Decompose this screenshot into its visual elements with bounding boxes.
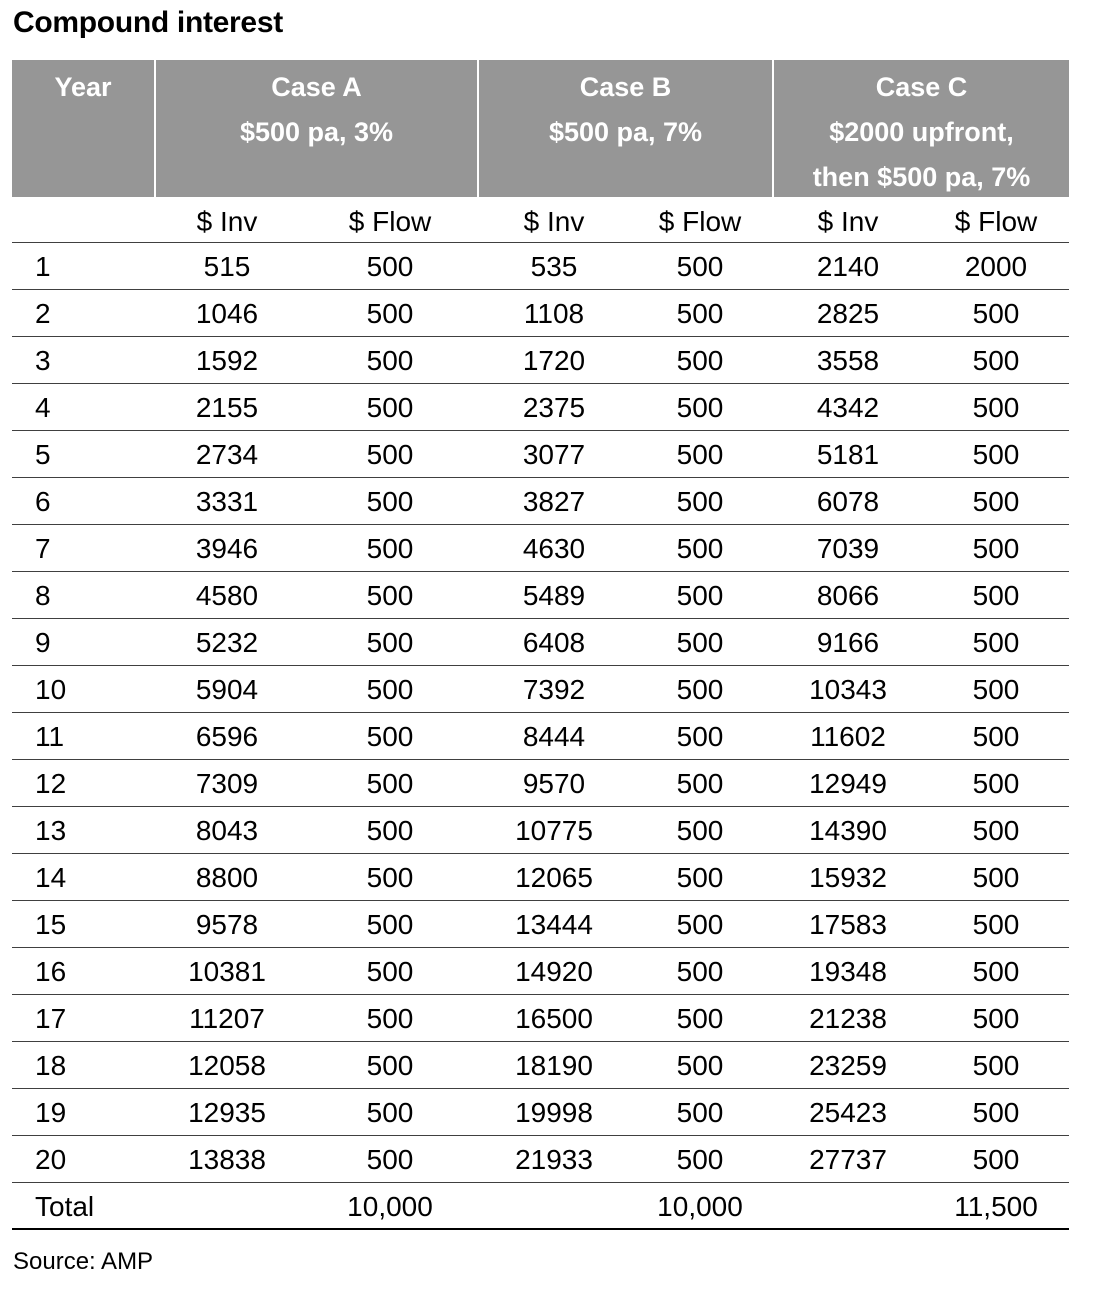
table-cell: 500: [676, 251, 724, 282]
table-row: [12, 478, 1069, 525]
table-cell: 18: [35, 1050, 67, 1081]
table-cell: 500: [366, 533, 414, 564]
table-cell: 500: [972, 1097, 1020, 1128]
table-cell: 6596: [195, 721, 259, 752]
table-cell: 5181: [816, 439, 880, 470]
table-cell: 21933: [515, 1144, 593, 1175]
table-cell: 500: [972, 768, 1020, 799]
table-cell: 500: [972, 580, 1020, 611]
table-cell: 500: [366, 298, 414, 329]
subheader-row: [12, 197, 1069, 243]
table-cell: 12935: [188, 1097, 266, 1128]
table-cell: 12949: [809, 768, 887, 799]
column-subheader: $ Flow: [348, 206, 432, 237]
table-cell: 14: [35, 862, 67, 893]
table-cell: 500: [676, 1144, 724, 1175]
table-cell: 21238: [809, 1003, 887, 1034]
table-cell: 500: [972, 392, 1020, 423]
table-cell: 500: [366, 580, 414, 611]
table-cell: 500: [676, 486, 724, 517]
table-cell: 12: [35, 768, 67, 799]
table-cell: 27737: [809, 1144, 887, 1175]
table-cell: 500: [676, 1097, 724, 1128]
table-row: [12, 807, 1069, 854]
table-cell: 1108: [523, 298, 585, 329]
table-cell: 3077: [522, 439, 586, 470]
table-header: [12, 60, 1069, 197]
table-cell: 500: [366, 392, 414, 423]
table-cell: 500: [972, 345, 1020, 376]
table-cell: 500: [366, 439, 414, 470]
table-cell: 10775: [515, 815, 593, 846]
table-row: [12, 1089, 1069, 1136]
table-row: [12, 666, 1069, 713]
table-cell: 17583: [809, 909, 887, 940]
table-cell: 500: [972, 298, 1020, 329]
table-cell: 1046: [195, 298, 259, 329]
table-cell: 10,000: [347, 1191, 433, 1222]
table-cell: 500: [676, 862, 724, 893]
table-row: [12, 854, 1069, 901]
table-cell: 13444: [515, 909, 593, 940]
table-cell: 25423: [809, 1097, 887, 1128]
table-row: [12, 619, 1069, 666]
column-subheader: $ Inv: [523, 206, 585, 237]
table-cell: 3331: [195, 486, 259, 517]
table-row: [12, 525, 1069, 572]
table-cell: 13: [35, 815, 67, 846]
table-cell: 10343: [809, 674, 887, 705]
table-cell: 6408: [522, 627, 586, 658]
table-cell: 2155: [195, 392, 259, 423]
table-cell: 4630: [522, 533, 586, 564]
source-note: Source: AMP: [13, 1248, 154, 1275]
table-cell: 500: [676, 768, 724, 799]
table-row: [12, 901, 1069, 948]
table-cell: 7039: [816, 533, 880, 564]
table-cell: 14920: [515, 956, 593, 987]
table-cell: 500: [972, 533, 1020, 564]
table-row: [12, 948, 1069, 995]
table-cell: 16500: [515, 1003, 593, 1034]
table-cell: 8: [35, 580, 51, 611]
table-cell: 500: [972, 909, 1020, 940]
table-cell: 3558: [816, 345, 880, 376]
total-row: [12, 1183, 1069, 1230]
table-row: [12, 1136, 1069, 1183]
table-cell: 500: [676, 627, 724, 658]
table-cell: 500: [972, 1144, 1020, 1175]
table-cell: 11602: [810, 721, 886, 752]
table-cell: 5: [35, 439, 51, 470]
table-cell: 2375: [522, 392, 586, 423]
table-row: [12, 572, 1069, 619]
table-cell: 500: [366, 815, 414, 846]
table-cell: 2: [35, 298, 51, 329]
table-cell: 500: [676, 1003, 724, 1034]
table-cell: 500: [366, 721, 414, 752]
table-cell: 10381: [188, 956, 266, 987]
table-cell: 500: [972, 1050, 1020, 1081]
table-cell: 8444: [522, 721, 586, 752]
table-cell: 500: [972, 1003, 1020, 1034]
header-year: Year: [12, 60, 154, 197]
table-cell: 3: [35, 345, 51, 376]
table-cell: 1: [35, 251, 51, 282]
table-cell: 13838: [188, 1144, 266, 1175]
table-cell: 500: [366, 1003, 414, 1034]
table-cell: 5232: [195, 627, 259, 658]
table-cell: Total: [35, 1191, 95, 1222]
table-cell: 500: [972, 956, 1020, 987]
table-row: [12, 760, 1069, 807]
table-cell: 9578: [195, 909, 259, 940]
column-subheader: $ Flow: [658, 206, 742, 237]
table-cell: 7: [35, 533, 51, 564]
table-cell: 15932: [809, 862, 887, 893]
table-cell: 3946: [195, 533, 259, 564]
table-row: [12, 290, 1069, 337]
table-cell: 500: [676, 909, 724, 940]
table-cell: 500: [366, 1097, 414, 1128]
table-cell: 535: [530, 251, 578, 282]
table-cell: 500: [366, 862, 414, 893]
table-row: [12, 995, 1069, 1042]
table-cell: 2140: [816, 251, 880, 282]
table-cell: 23259: [809, 1050, 887, 1081]
table-cell: 10,000: [657, 1191, 743, 1222]
table-cell: 19: [35, 1097, 67, 1128]
header-case-c: Case C $2000 upfront, then $500 pa, 7%: [774, 60, 1069, 197]
table-cell: 500: [972, 627, 1020, 658]
table-cell: 500: [972, 721, 1020, 752]
header-case-b: Case B $500 pa, 7%: [479, 60, 772, 197]
column-subheader: $ Inv: [817, 206, 879, 237]
table-cell: 515: [203, 251, 251, 282]
table-cell: 3827: [522, 486, 586, 517]
table-row: [12, 713, 1069, 760]
page-title: Compound interest: [13, 6, 283, 39]
table-cell: 500: [676, 674, 724, 705]
table-cell: 8800: [195, 862, 259, 893]
table-cell: 9166: [816, 627, 880, 658]
table-cell: 500: [676, 580, 724, 611]
table-cell: 500: [676, 392, 724, 423]
table-cell: 9570: [522, 768, 586, 799]
table-cell: 12058: [188, 1050, 266, 1081]
table-cell: 11207: [189, 1003, 265, 1034]
table-cell: 500: [366, 486, 414, 517]
table-cell: 16: [35, 956, 67, 987]
table-cell: 10: [35, 674, 67, 705]
table-cell: 500: [366, 674, 414, 705]
table-cell: 500: [366, 1144, 414, 1175]
table-cell: 1720: [522, 345, 586, 376]
table-cell: 500: [972, 486, 1020, 517]
compound-interest-table: [12, 60, 1069, 1230]
table-cell: 20: [35, 1144, 67, 1175]
table-cell: 500: [676, 439, 724, 470]
table-cell: 500: [676, 533, 724, 564]
table-cell: 7392: [522, 674, 586, 705]
table-cell: 4: [35, 392, 51, 423]
column-subheader: $ Inv: [196, 206, 258, 237]
header-case-a: Case A $500 pa, 3%: [156, 60, 477, 197]
table-cell: 500: [676, 815, 724, 846]
table-cell: 500: [366, 627, 414, 658]
table-cell: 11,500: [954, 1191, 1038, 1222]
table-cell: 500: [676, 721, 724, 752]
table-cell: 500: [676, 956, 724, 987]
table-cell: 500: [676, 345, 724, 376]
table-cell: 500: [676, 1050, 724, 1081]
table-cell: 14390: [809, 815, 887, 846]
table-cell: 500: [972, 815, 1020, 846]
table-row: [12, 1042, 1069, 1089]
table-row: [12, 243, 1069, 290]
table-cell: 500: [972, 674, 1020, 705]
table-cell: 6078: [816, 486, 880, 517]
table-cell: 500: [676, 298, 724, 329]
table-cell: 500: [972, 862, 1020, 893]
table-cell: 500: [366, 251, 414, 282]
table-cell: 500: [366, 1050, 414, 1081]
table-cell: 4580: [195, 580, 259, 611]
table-cell: 7309: [195, 768, 259, 799]
table-cell: 500: [366, 909, 414, 940]
table-cell: 4342: [816, 392, 880, 423]
table-cell: 8066: [816, 580, 880, 611]
table-cell: 9: [35, 627, 51, 658]
table-cell: 11: [35, 721, 65, 752]
table-cell: 500: [366, 956, 414, 987]
table-row: [12, 431, 1069, 478]
table-cell: 1592: [195, 345, 259, 376]
table-row: [12, 384, 1069, 431]
table-cell: 15: [35, 909, 67, 940]
table-cell: 500: [972, 439, 1020, 470]
table-row: [12, 337, 1069, 384]
table-cell: 17: [35, 1003, 67, 1034]
table-cell: 5489: [522, 580, 586, 611]
table-cell: 500: [366, 768, 414, 799]
table-cell: 500: [366, 345, 414, 376]
table-cell: 19348: [809, 956, 887, 987]
table-cell: 12065: [515, 862, 593, 893]
table-cell: 5904: [195, 674, 259, 705]
table-cell: 19998: [515, 1097, 593, 1128]
table-cell: 2734: [195, 439, 259, 470]
table-cell: 2825: [816, 298, 880, 329]
table-cell: 6: [35, 486, 51, 517]
table-cell: 8043: [195, 815, 259, 846]
table-cell: 18190: [515, 1050, 593, 1081]
column-subheader: $ Flow: [954, 206, 1038, 237]
table-cell: 2000: [964, 251, 1028, 282]
